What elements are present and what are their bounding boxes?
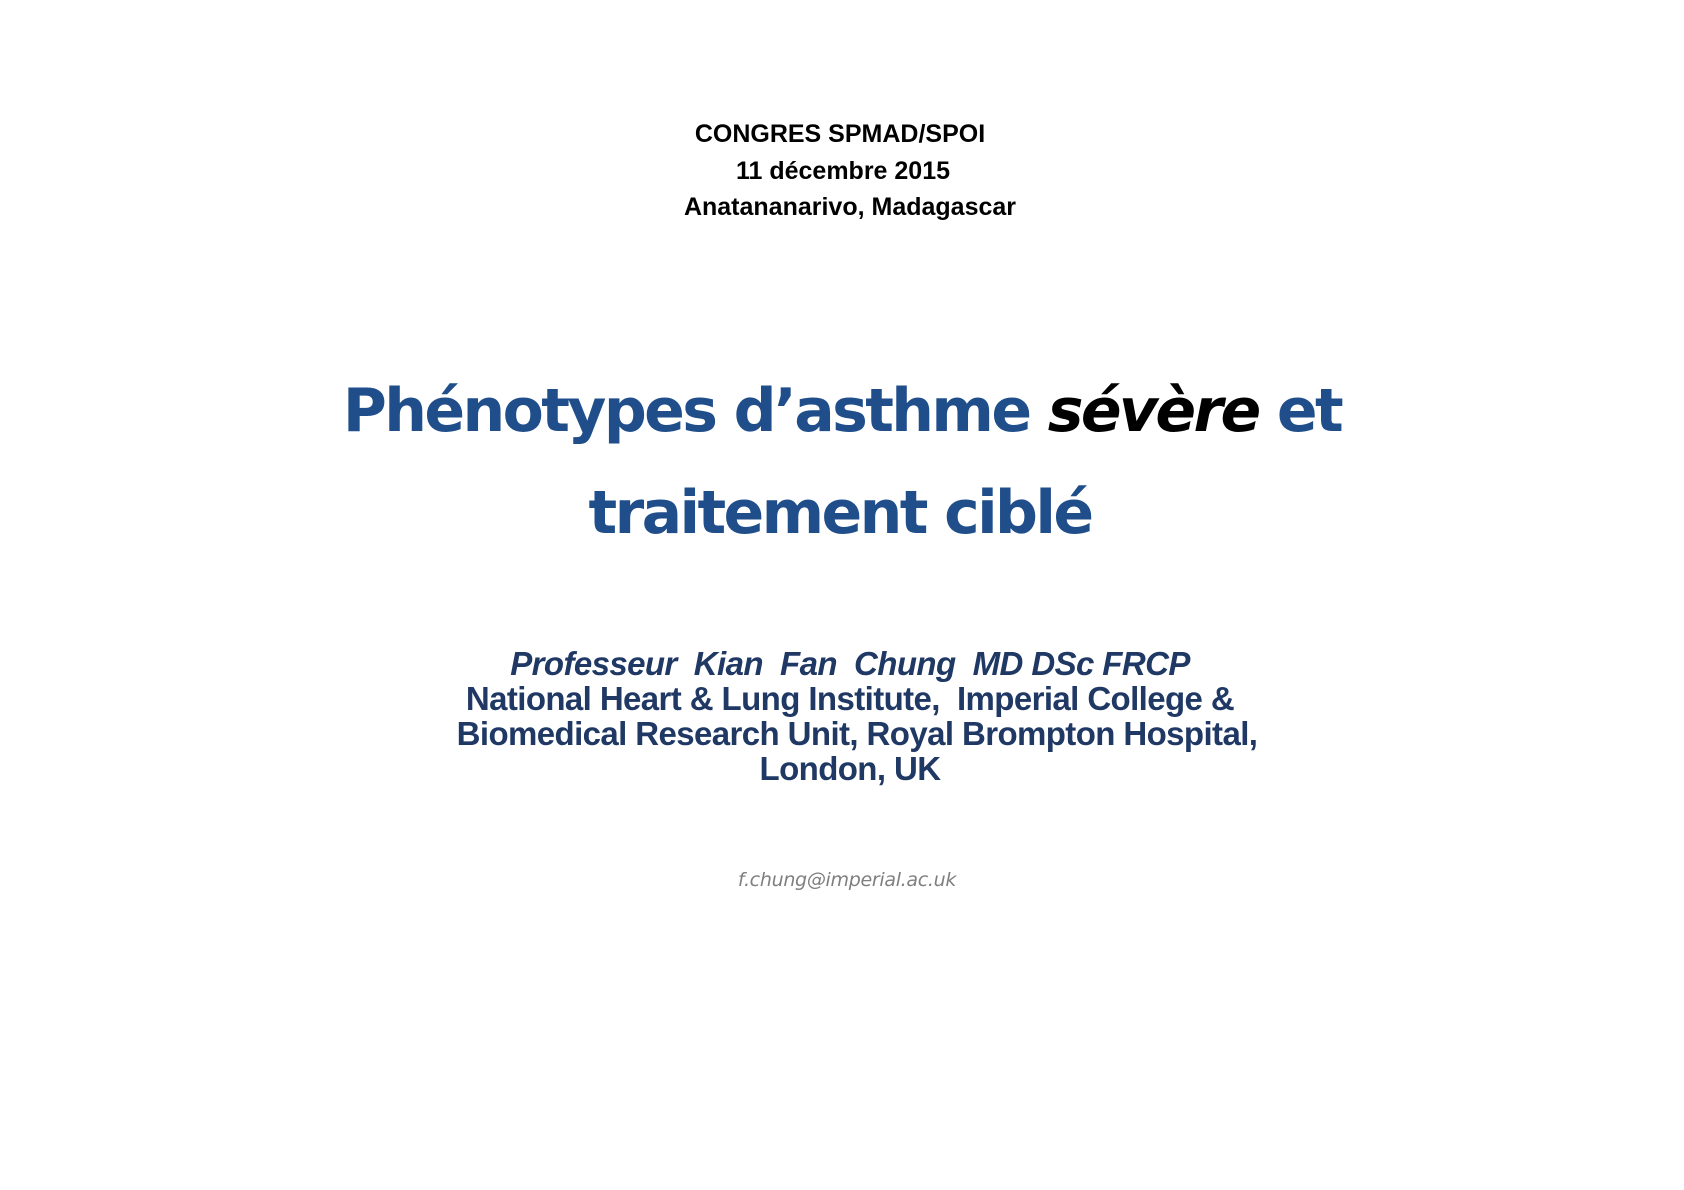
- author-name: Professeur Kian Fan Chung MD DSc FRCP: [510, 645, 1190, 682]
- title-emphasis: sévère: [1047, 376, 1259, 446]
- conference-name: CONGRES SPMAD/SPOI: [694, 120, 986, 148]
- author-affiliation-line: Biomedical Research Unit, Royal Brompton Hospital,: [456, 715, 1258, 752]
- author-affiliation-line: National Heart & Lung Institute, Imperial College &: [465, 680, 1235, 717]
- title-prefix: Phénotypes d’asthme: [342, 376, 1048, 446]
- conference-location: Anatananarivo, Madagascar: [683, 193, 1017, 221]
- author-email: f.chung@imperial.ac.uk: [737, 869, 957, 891]
- author-affiliation-line: London, UK: [759, 750, 941, 787]
- slide-title-line-2: traitement ciblé: [588, 478, 1092, 548]
- title-suffix: et: [1258, 376, 1342, 446]
- slide-title-line-1: [0, 376, 1684, 446]
- conference-date: 11 décembre 2015: [735, 157, 951, 185]
